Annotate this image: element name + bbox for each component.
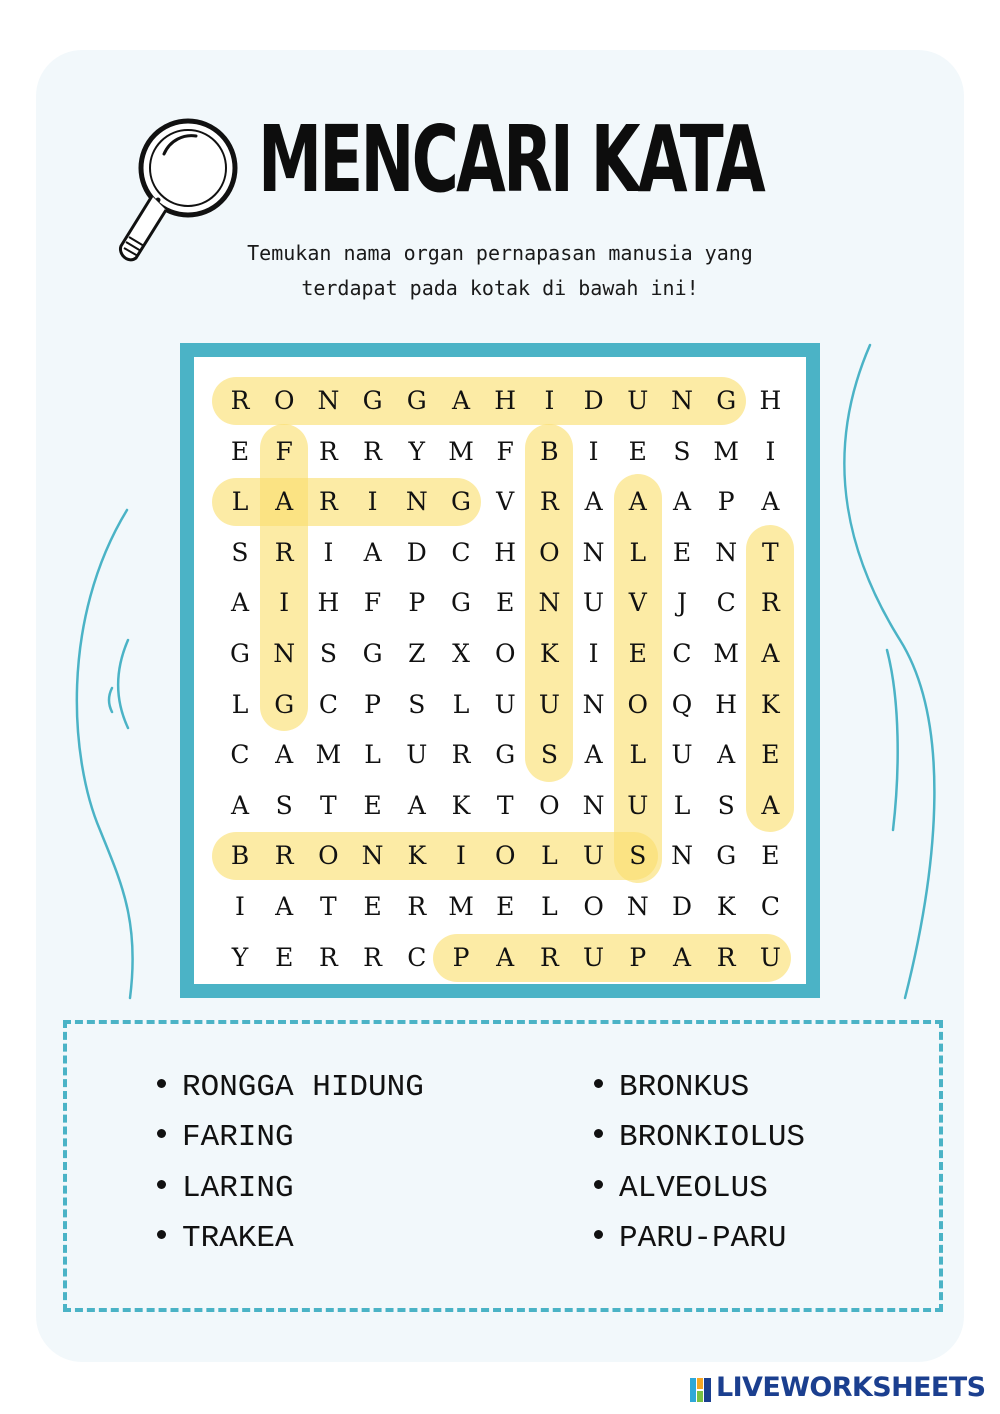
grid-letter[interactable]: I	[367, 487, 378, 517]
grid-letter[interactable]: H	[715, 689, 738, 719]
grid-letter[interactable]: O	[627, 689, 649, 719]
grid-letter[interactable]: A	[672, 487, 692, 517]
grid-letter[interactable]: S	[408, 689, 426, 719]
grid-letter[interactable]: U	[627, 386, 649, 415]
grid-letter[interactable]: S	[275, 790, 293, 820]
grid-letter[interactable]: E	[363, 790, 382, 820]
grid-letter[interactable]: E	[761, 740, 780, 770]
instructions-line-2: terdapat pada kotak di bawah ini!	[301, 276, 699, 300]
brand-name: LIVEWORKSHEETS	[716, 1372, 986, 1403]
grid-letter[interactable]: N	[582, 689, 605, 719]
grid-letter[interactable]: E	[496, 892, 515, 921]
grid-letter[interactable]: L	[629, 537, 647, 567]
grid-letter[interactable]: R	[760, 588, 780, 618]
grid-letter[interactable]: G	[274, 689, 295, 719]
grid-letter[interactable]: U	[538, 689, 560, 719]
grid-letter[interactable]: M	[448, 892, 474, 921]
grid-letter[interactable]: R	[363, 942, 382, 972]
grid-letter[interactable]: A	[761, 487, 780, 517]
grid-letter[interactable]: P	[452, 942, 470, 972]
grid-letter[interactable]: N	[715, 537, 738, 567]
grid-letter[interactable]: I	[323, 537, 334, 567]
grid-letter[interactable]: G	[406, 386, 427, 415]
grid-letter[interactable]: C	[760, 892, 780, 921]
grid-letter[interactable]: G	[716, 841, 737, 871]
grid-letter[interactable]: A	[761, 790, 780, 820]
grid-letter[interactable]: R	[318, 436, 338, 466]
grid-letter[interactable]: A	[496, 942, 515, 972]
word-list-item: RONGGA HIDUNG	[157, 1070, 424, 1105]
word-list-item: BRONKUS	[594, 1070, 749, 1105]
grid-letter[interactable]: N	[671, 386, 693, 415]
grid-letter[interactable]: L	[629, 740, 647, 770]
grid-letter[interactable]: C	[672, 639, 692, 668]
grid-letter[interactable]: H	[494, 537, 517, 567]
grid-letter[interactable]: B	[230, 841, 250, 871]
grid-letter[interactable]: I	[279, 588, 290, 618]
grid-letter[interactable]: E	[230, 436, 250, 466]
grid-letter[interactable]: S	[673, 436, 691, 466]
grid-letter[interactable]: R	[363, 436, 382, 466]
grid-letter[interactable]: A	[761, 639, 780, 668]
grid-letter[interactable]: N	[361, 841, 384, 871]
grid-letter[interactable]: M	[315, 740, 342, 770]
grid-letter[interactable]: Y	[231, 942, 249, 972]
grid-letter[interactable]: K	[451, 790, 471, 820]
grid-letter[interactable]: G	[230, 639, 250, 668]
grid-letter[interactable]: A	[451, 386, 471, 415]
grid-letter[interactable]: U	[671, 740, 693, 770]
grid-letter[interactable]: E	[761, 841, 780, 871]
grid-letter[interactable]: A	[275, 892, 294, 921]
word-list-item: LARING	[157, 1171, 294, 1206]
grid-letter[interactable]: F	[275, 436, 293, 466]
grid-letter[interactable]: E	[275, 942, 294, 972]
grid-letter[interactable]: R	[451, 740, 471, 770]
grid-letter[interactable]: U	[494, 689, 516, 719]
grid-letter[interactable]: U	[583, 942, 605, 972]
grid-letter[interactable]: N	[538, 588, 561, 618]
grid-letter[interactable]: N	[671, 841, 693, 871]
grid-letter[interactable]: J	[676, 588, 688, 618]
grid-letter[interactable]: K	[540, 639, 559, 668]
grid-letter[interactable]: A	[230, 588, 250, 618]
grid-letter[interactable]: L	[541, 841, 558, 871]
grid-letter[interactable]: R	[539, 487, 559, 517]
grid-letter[interactable]: S	[319, 639, 337, 668]
grid-letter[interactable]: G	[495, 740, 516, 770]
grid-letter[interactable]: G	[362, 639, 383, 668]
grid-letter[interactable]: A	[275, 740, 294, 770]
grid-letter[interactable]: A	[672, 942, 692, 972]
grid-letter[interactable]: T	[320, 790, 337, 820]
grid-letter[interactable]: S	[231, 537, 249, 567]
grid-letter[interactable]: U	[627, 790, 649, 820]
word-list-item: ALVEOLUS	[594, 1171, 768, 1206]
grid-letter[interactable]: R	[539, 942, 559, 972]
grid-letter[interactable]: D	[583, 386, 604, 415]
grid-letter[interactable]: A	[407, 790, 426, 820]
grid-letter[interactable]: T	[762, 537, 779, 567]
grid-letter[interactable]: A	[717, 740, 736, 770]
grid-letter[interactable]: D	[406, 537, 427, 567]
grid-letter[interactable]: R	[407, 892, 427, 921]
grid-letter[interactable]: V	[628, 588, 647, 618]
word-list-box	[63, 1020, 943, 1312]
grid-letter[interactable]: R	[274, 841, 294, 871]
grid-letter[interactable]: G	[451, 588, 471, 618]
grid-letter[interactable]: I	[235, 892, 245, 921]
grid-letter[interactable]: O	[494, 639, 516, 668]
grid-letter[interactable]: U	[759, 942, 781, 972]
grid-letter[interactable]: A	[628, 487, 647, 517]
grid-letter[interactable]: L	[231, 487, 249, 517]
grid-letter[interactable]: R	[274, 537, 294, 567]
grid-letter[interactable]: L	[231, 689, 249, 719]
grid-letter[interactable]: E	[628, 436, 647, 466]
instructions	[160, 236, 840, 306]
grid-letter[interactable]: I	[544, 386, 555, 415]
grid-letter[interactable]: U	[583, 841, 605, 871]
grid-letter[interactable]: D	[671, 892, 693, 921]
grid-letter[interactable]: K	[761, 689, 780, 719]
grid-letter[interactable]: L	[364, 740, 381, 770]
word-list-item: PARU-PARU	[594, 1221, 786, 1256]
grid-letter[interactable]: E	[628, 639, 647, 668]
grid-letter[interactable]: L	[673, 790, 691, 820]
grid-letter[interactable]: M	[713, 436, 739, 466]
grid-letter[interactable]: C	[451, 537, 471, 567]
grid-letter[interactable]: N	[626, 892, 649, 921]
grid-letter[interactable]: P	[717, 487, 735, 517]
grid-letter[interactable]: A	[584, 740, 603, 770]
page-title: MENCARI KATA	[258, 106, 763, 213]
grid-letter[interactable]: L	[452, 689, 470, 719]
grid-letter[interactable]: S	[629, 841, 647, 871]
grid-letter[interactable]: V	[496, 487, 515, 517]
grid-letter[interactable]: N	[317, 386, 340, 415]
grid-letter[interactable]: Z	[408, 639, 426, 668]
grid-letter[interactable]: Y	[408, 436, 426, 466]
grid-letter[interactable]: G	[362, 386, 383, 415]
grid-letter[interactable]: C	[407, 942, 427, 972]
grid-letter[interactable]: O	[494, 841, 516, 871]
instructions-line-1: Temukan nama organ pernapasan manusia yang	[247, 241, 753, 265]
grid-letter[interactable]: G	[451, 487, 471, 517]
grid-letter[interactable]: H	[759, 386, 782, 415]
grid-letter[interactable]: U	[406, 740, 428, 770]
grid-letter[interactable]: P	[364, 689, 381, 719]
word-search-grid	[180, 343, 820, 998]
word-list-item: TRAKEA	[157, 1221, 294, 1256]
grid-letter[interactable]: I	[765, 436, 776, 466]
grid-letter[interactable]: C	[716, 588, 736, 618]
grid-letter[interactable]: I	[456, 841, 466, 871]
grid-letter[interactable]: P	[408, 588, 426, 618]
grid-letter[interactable]: I	[588, 436, 599, 466]
grid-letter[interactable]: C	[318, 689, 338, 719]
grid-letter[interactable]: L	[541, 892, 558, 921]
grid-letter[interactable]: K	[407, 841, 427, 871]
grid-letter[interactable]: N	[273, 639, 296, 668]
grid-letter[interactable]: A	[584, 487, 603, 517]
liveworksheets-logo-icon	[690, 1378, 712, 1402]
grid-letter[interactable]: F	[496, 436, 514, 466]
grid-letter[interactable]: Q	[671, 689, 693, 719]
grid-letter[interactable]: R	[318, 487, 338, 517]
grid-letter[interactable]: R	[716, 942, 736, 972]
grid-letter[interactable]: A	[230, 790, 250, 820]
grid-letter[interactable]: E	[363, 892, 382, 921]
grid-letter[interactable]: X	[452, 639, 470, 668]
grid-letter[interactable]: T	[320, 892, 337, 921]
grid-letter[interactable]: R	[318, 942, 338, 972]
grid-letter[interactable]: H	[494, 386, 517, 415]
grid-letter[interactable]: G	[716, 386, 737, 415]
grid-letter[interactable]: M	[448, 436, 474, 466]
grid-letter[interactable]: T	[496, 790, 514, 820]
grid-letter[interactable]: F	[363, 588, 382, 618]
grid-letter[interactable]: U	[583, 588, 605, 618]
grid-letter[interactable]: A	[363, 537, 382, 567]
grid-letter[interactable]: O	[583, 892, 604, 921]
grid-letter[interactable]: C	[230, 740, 250, 770]
grid-letter[interactable]: O	[539, 537, 560, 567]
grid-letter[interactable]: S	[540, 740, 558, 770]
grid-letter[interactable]: B	[540, 436, 559, 466]
grid-letter[interactable]: O	[273, 386, 295, 415]
grid-letter[interactable]: A	[275, 487, 294, 517]
grid-letter[interactable]: O	[318, 841, 339, 871]
grid-letter[interactable]: I	[588, 639, 599, 668]
grid-letter[interactable]: N	[405, 487, 428, 517]
grid-letter[interactable]: H	[317, 588, 340, 618]
word-list-item: FARING	[157, 1120, 294, 1155]
grid-letter[interactable]: E	[496, 588, 515, 618]
grid-letter[interactable]: R	[230, 386, 250, 415]
grid-letter[interactable]: O	[539, 790, 560, 820]
grid-letter[interactable]: S	[717, 790, 735, 820]
grid-letter[interactable]: E	[672, 537, 692, 567]
grid-letter[interactable]: N	[582, 790, 605, 820]
grid-letter[interactable]: K	[716, 892, 736, 921]
grid-letter[interactable]: P	[629, 942, 647, 972]
word-list-item: BRONKIOLUS	[594, 1120, 805, 1155]
grid-letter[interactable]: N	[582, 537, 605, 567]
grid-letter[interactable]: M	[713, 639, 739, 668]
